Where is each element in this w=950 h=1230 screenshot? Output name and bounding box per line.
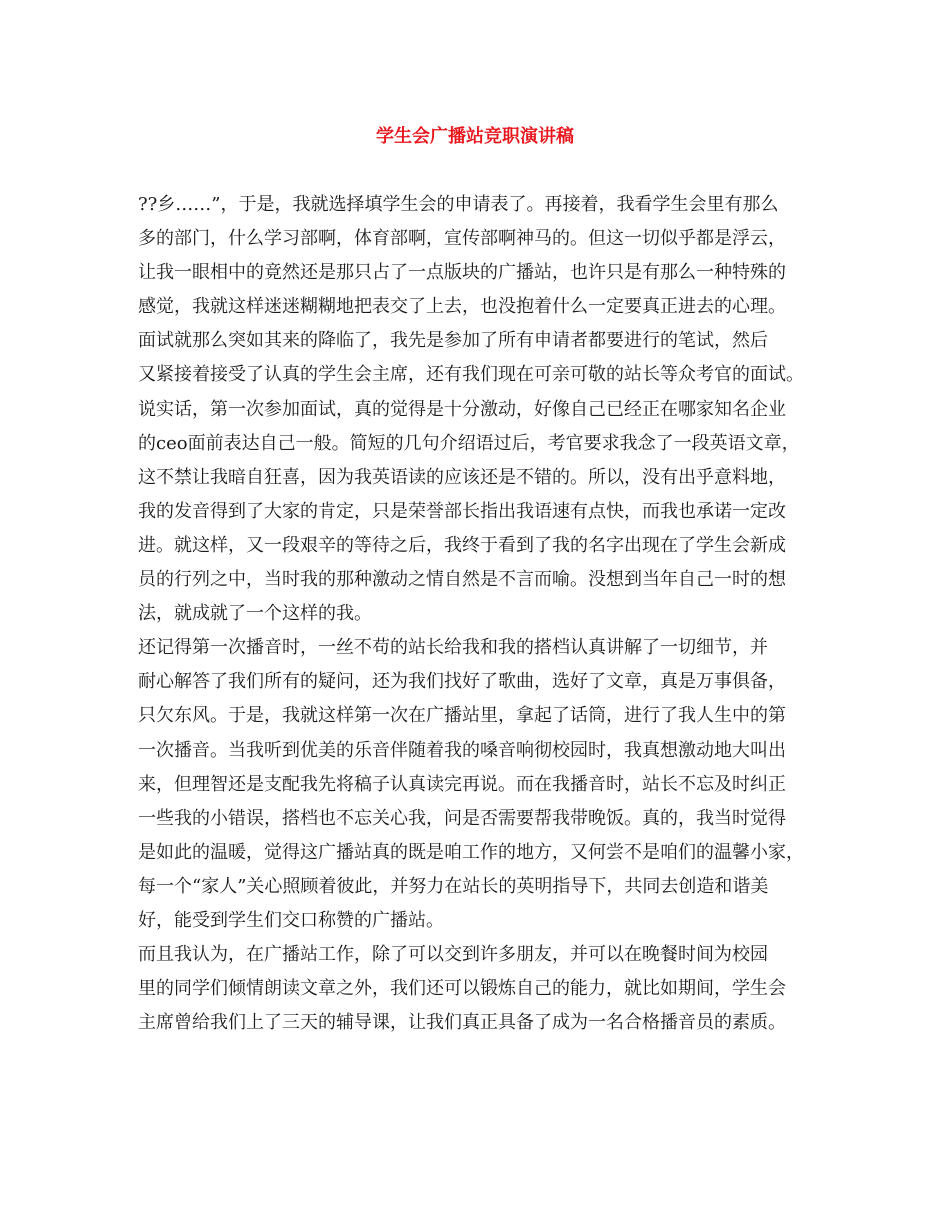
body-line: 主席曾给我们上了三天的辅导课，让我们真正具备了成为一名合格播音员的素质。 bbox=[138, 1012, 786, 1034]
document-body bbox=[138, 188, 818, 1040]
document-title: 学生会广播站竞职演讲稿 bbox=[376, 126, 574, 147]
body-line: 耐心解答了我们所有的疑问，还为我们找好了歌曲，选好了文章，真是万事俱备， bbox=[138, 671, 786, 693]
body-line: 员的行列之中，当时我的那种激动之情自然是不言而喻。没想到当年自己一时的想 bbox=[138, 569, 786, 591]
body-line: 法，就成就了一个这样的我。 bbox=[138, 603, 372, 625]
body-line: 让我一眼相中的竟然还是那只占了一点版块的广播站，也许只是有那么一种特殊的 bbox=[138, 262, 786, 284]
body-line: 只欠东风。于是，我就这样第一次在广播站里，拿起了话筒，进行了我人生中的第 bbox=[138, 705, 786, 727]
body-line: ??乡……”，于是，我就选择填学生会的申请表了。再接着，我看学生会里有那么 bbox=[138, 194, 779, 215]
body-line: 感觉，我就这样迷迷糊糊地把表交了上去，也没抱着什么一定要真正进去的心理。 bbox=[138, 296, 786, 318]
body-line: 来，但理智还是支配我先将稿子认真读完再说。而在我播音时，站长不忘及时纠正 bbox=[138, 773, 786, 795]
body-line: 一些我的小错误，搭档也不忘关心我，问是否需要帮我带晚饭。真的，我当时觉得 bbox=[138, 807, 786, 829]
body-line: 是如此的温暖，觉得这广播站真的既是咱工作的地方，又何尝不是咱们的温馨小家， bbox=[138, 841, 804, 863]
body-line: 里的同学们倾情朗读文章之外，我们还可以锻炼自己的能力，就比如期间，学生会 bbox=[138, 978, 786, 1000]
body-line: 又紧接着接受了认真的学生会主席，还有我们现在可亲可敬的站长等众考官的面试。 bbox=[138, 364, 804, 386]
body-line: 的ceo面前表达自己一般。简短的几句介绍语过后，考官要求我念了一段英语文章， bbox=[138, 432, 800, 454]
body-line: 而且我认为，在广播站工作，除了可以交到许多朋友，并可以在晚餐时间为校园 bbox=[138, 944, 768, 966]
body-line: 我的发音得到了大家的肯定，只是荣誉部长指出我语速有点快，而我也承诺一定改 bbox=[138, 500, 786, 522]
body-line: 说实话，第一次参加面试，真的觉得是十分激动，好像自己已经正在哪家知名企业 bbox=[138, 398, 786, 420]
body-line: 好，能受到学生们交口称赞的广播站。 bbox=[138, 909, 444, 931]
body-line: 一次播音。当我听到优美的乐音伴随着我的嗓音响彻校园时，我真想激动地大叫出 bbox=[138, 739, 786, 761]
body-line: 这不禁让我暗自狂喜，因为我英语读的应该还是不错的。所以，没有出乎意料地， bbox=[138, 466, 786, 488]
body-line: 每一个“家人”关心照顾着彼此，并努力在站长的英明指导下，共同去创造和谐美 bbox=[138, 875, 769, 897]
body-line: 多的部门，什么学习部啊，体育部啊，宣传部啊神马的。但这一切似乎都是浮云， bbox=[138, 228, 786, 250]
body-line: 还记得第一次播音时，一丝不苟的站长给我和我的搭档认真讲解了一切细节，并 bbox=[138, 637, 768, 659]
body-line: 面试就那么突如其来的降临了，我先是参加了所有申请者都要进行的笔试，然后 bbox=[138, 330, 768, 352]
body-line: 进。就这样，又一段艰辛的等待之后，我终于看到了我的名字出现在了学生会新成 bbox=[138, 534, 786, 556]
